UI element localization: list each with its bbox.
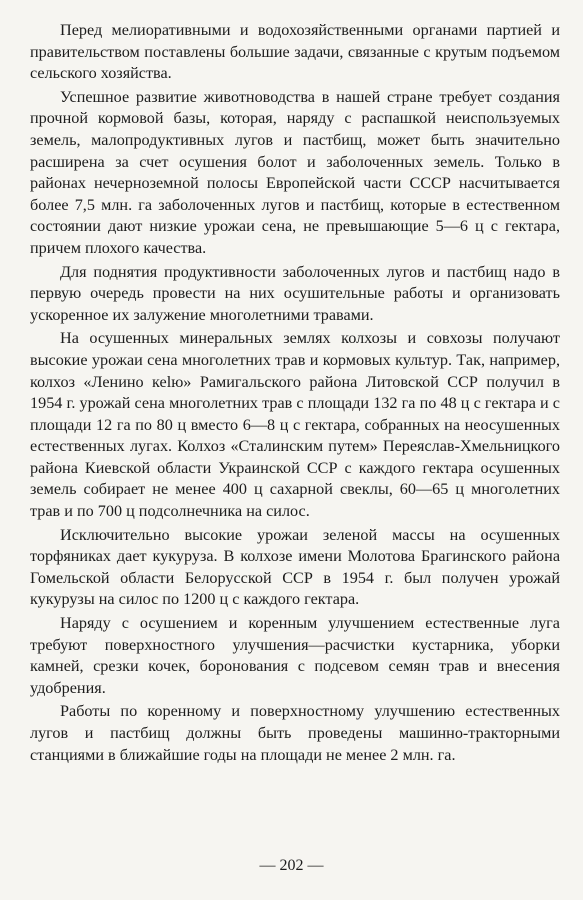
paragraph-4: На осушенных минеральных землях колхозы и совхозы получают высокие урожаи сена многолетних трав и кормовых культур. Так, например, колхоз «Ленино кеlю» Рамигальского района Литовской ССР получил в 1954 г. урожай сена многолетних трав с площади 132 га по 48 ц с гектара и с площади 12 га по 80 ц вместо 6—8 ц с гектара, собранных на неосушенных естественных лугах. Колхоз «Сталинским путем» Переяслав-Хмельницкого района Киевской области Украинской ССР с каждого гектара осушенных земель собирает не менее 400 ц сахарной свеклы, 60—65 ц многолетних трав и по 700 ц подсолнечника на силос. [30,329,560,521]
paragraph-3: Для поднятия продуктивности заболоченных лугов и пастбищ надо в первую очередь провести на них осушительные работы и организовать ускоренное их залужение многолетними травами. [30,262,560,324]
paragraph-7: Работы по коренному и поверхностному улучшению естественных лугов и пастбищ должны быть проведены машинно-тракторными станциями в ближайшие годы на площади не менее 2 млн. га. [30,702,560,764]
page-number: — 202 — [259,857,324,874]
body-text [30,20,560,768]
paragraph-5: Исключительно высокие урожаи зеленой массы на осушенных торфяниках дает кукуруза. В колхозе имени Молотова Брагинского района Гомельской области Белорусской ССР в 1954 г. был получен урожай кукурузы на силос по 1200 ц с каждого гектара. [30,525,560,609]
paragraph-2: Успешное развитие животноводства в нашей стране требует создания прочной кормовой базы, которая, наряду с распашкой неиспользуемых земель, малопродуктивных лугов и пастбищ, может быть значительно расширена за счет осушения болот и заболоченных земель. Только в районах нечерноземной полосы Европейской части СССР насчитывается более 7,5 млн. га заболоченных лугов и пастбищ, которые в естественном состоянии дают низкие урожаи сена, не превышающие 5—6 ц с гектара, причем плохого качества. [30,87,560,257]
paragraph-1: Перед мелиоративными и водохозяйственными органами партией и правительством поставлены большие задачи, связанные с крутым подъемом сельского хозяйства. [30,21,560,83]
paragraph-6: Наряду с осушением и коренным улучшением естественные луга требуют поверхностного улучшения—расчистки кустарника, уборки камней, срезки кочек, боронования с подсевом семян трав и внесения удобрения. [30,614,560,697]
